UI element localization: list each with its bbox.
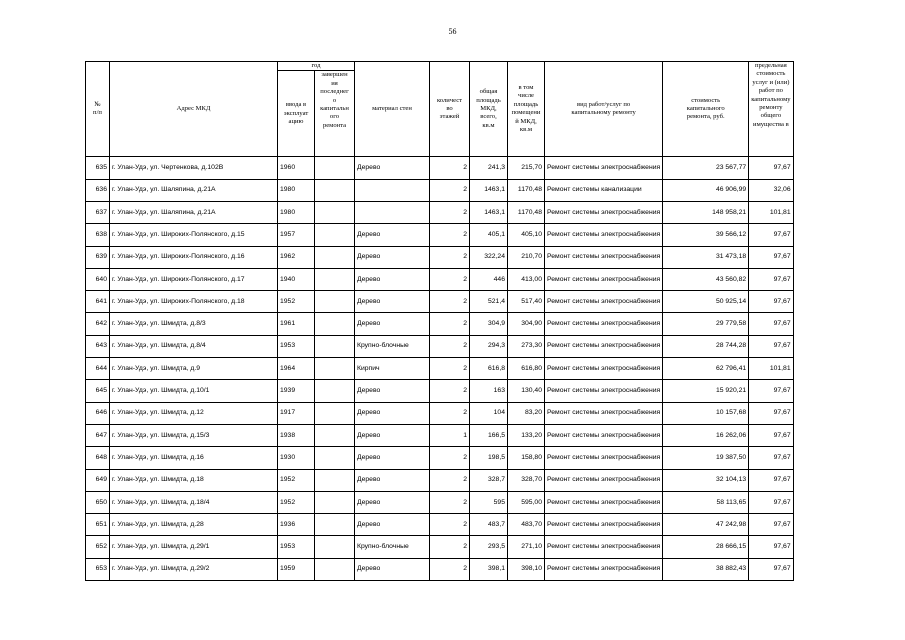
row-floors: 2 [430, 202, 470, 224]
row-year-last-repair [315, 313, 355, 335]
row-wall-material [355, 202, 430, 224]
row-cost: 16 262,06 [663, 424, 749, 446]
row-wall-material: Кирпич [355, 358, 430, 380]
row-year-commission: 1938 [278, 424, 315, 446]
table-row [86, 268, 794, 290]
row-total-area: 328,7 [470, 469, 508, 491]
table-row [86, 469, 794, 491]
row-number: 646 [86, 402, 110, 424]
row-wall-material: Дерево [355, 491, 430, 513]
header-floors: количест во этажей [430, 62, 470, 157]
header-premises-area: в том числе площадь помещени й МКД, кв.м [508, 62, 545, 157]
row-work-type: Ремонт системы электроснабжения [545, 224, 663, 246]
row-wall-material: Крупно-блочные [355, 335, 430, 357]
row-total-area: 166,5 [470, 424, 508, 446]
row-total-area: 446 [470, 268, 508, 290]
row-total-area: 293,5 [470, 536, 508, 558]
row-cost: 32 104,13 [663, 469, 749, 491]
row-year-commission: 1953 [278, 335, 315, 357]
row-total-area: 322,24 [470, 246, 508, 268]
row-number: 649 [86, 469, 110, 491]
row-work-type: Ремонт системы электроснабжения [545, 202, 663, 224]
row-total-area: 521,4 [470, 291, 508, 313]
row-work-type: Ремонт системы электроснабжения [545, 268, 663, 290]
row-number: 651 [86, 514, 110, 536]
row-floors: 2 [430, 313, 470, 335]
row-number: 650 [86, 491, 110, 513]
table-row [86, 424, 794, 446]
row-premises-area: 273,30 [508, 335, 545, 357]
row-premises-area: 413,00 [508, 268, 545, 290]
row-year-last-repair [315, 514, 355, 536]
row-number: 637 [86, 202, 110, 224]
row-year-last-repair [315, 447, 355, 469]
row-cost: 62 796,41 [663, 358, 749, 380]
row-cost: 38 882,43 [663, 558, 749, 580]
row-max-cost: 101,81 [749, 358, 793, 380]
row-year-commission: 1940 [278, 268, 315, 290]
row-premises-area: 517,40 [508, 291, 545, 313]
row-number: 641 [86, 291, 110, 313]
row-cost: 58 113,65 [663, 491, 749, 513]
table-row [86, 514, 794, 536]
row-floors: 2 [430, 179, 470, 201]
page-number: 56 [448, 27, 457, 36]
row-floors: 2 [430, 469, 470, 491]
table-row [86, 536, 794, 558]
row-floors: 1 [430, 424, 470, 446]
row-year-commission: 1980 [278, 179, 315, 201]
row-wall-material: Дерево [355, 380, 430, 402]
row-address: г. Улан-Удэ, ул. Шмидта, д.10/1 [110, 380, 278, 402]
row-total-area: 405,1 [470, 224, 508, 246]
table-row [86, 157, 794, 179]
row-year-commission: 1952 [278, 469, 315, 491]
row-max-cost: 97,67 [749, 469, 793, 491]
row-work-type: Ремонт системы электроснабжения [545, 491, 663, 513]
row-year-commission: 1939 [278, 380, 315, 402]
row-work-type: Ремонт системы электроснабжения [545, 469, 663, 491]
row-year-last-repair [315, 157, 355, 179]
row-total-area: 595 [470, 491, 508, 513]
row-cost: 19 387,50 [663, 447, 749, 469]
row-premises-area: 595,00 [508, 491, 545, 513]
table-row [86, 313, 794, 335]
row-wall-material: Дерево [355, 514, 430, 536]
row-work-type: Ремонт системы электроснабжения [545, 335, 663, 357]
row-cost: 43 560,82 [663, 268, 749, 290]
table-row [86, 224, 794, 246]
row-year-commission: 1962 [278, 246, 315, 268]
row-year-last-repair [315, 224, 355, 246]
row-number: 645 [86, 380, 110, 402]
row-work-type: Ремонт системы электроснабжения [545, 246, 663, 268]
row-work-type: Ремонт системы канализации [545, 179, 663, 201]
row-number: 647 [86, 424, 110, 446]
row-premises-area: 483,70 [508, 514, 545, 536]
row-max-cost: 97,67 [749, 558, 793, 580]
table-row [86, 380, 794, 402]
row-address: г. Улан-Удэ, ул. Шмидта, д.29/1 [110, 536, 278, 558]
row-max-cost: 97,67 [749, 536, 793, 558]
row-year-last-repair [315, 358, 355, 380]
row-premises-area: 130,40 [508, 380, 545, 402]
row-total-area: 198,5 [470, 447, 508, 469]
row-year-last-repair [315, 536, 355, 558]
row-year-last-repair [315, 202, 355, 224]
table-row [86, 291, 794, 313]
row-premises-area: 1170,48 [508, 179, 545, 201]
row-address: г. Улан-Удэ, ул. Широких-Полянского, д.17 [110, 268, 278, 290]
repair-register-table [85, 61, 794, 581]
table-body [86, 157, 794, 581]
row-max-cost: 97,67 [749, 291, 793, 313]
row-year-commission: 1952 [278, 291, 315, 313]
row-max-cost: 97,67 [749, 402, 793, 424]
row-floors: 2 [430, 491, 470, 513]
row-number: 638 [86, 224, 110, 246]
row-wall-material: Дерево [355, 291, 430, 313]
row-premises-area: 158,80 [508, 447, 545, 469]
row-premises-area: 398,10 [508, 558, 545, 580]
row-floors: 2 [430, 558, 470, 580]
row-total-area: 163 [470, 380, 508, 402]
row-number: 640 [86, 268, 110, 290]
row-wall-material [355, 179, 430, 201]
row-premises-area: 83,20 [508, 402, 545, 424]
row-premises-area: 133,20 [508, 424, 545, 446]
row-total-area: 616,8 [470, 358, 508, 380]
row-year-last-repair [315, 491, 355, 513]
row-address: г. Улан-Удэ, ул. Широких-Полянского, д.15 [110, 224, 278, 246]
row-cost: 28 666,15 [663, 536, 749, 558]
row-year-commission: 1952 [278, 491, 315, 513]
row-address: г. Улан-Удэ, ул. Шмидта, д.12 [110, 402, 278, 424]
header-num: № п/п [86, 62, 110, 157]
row-year-last-repair [315, 246, 355, 268]
row-year-commission: 1936 [278, 514, 315, 536]
row-work-type: Ремонт системы электроснабжения [545, 313, 663, 335]
row-floors: 2 [430, 157, 470, 179]
row-total-area: 304,9 [470, 313, 508, 335]
row-number: 653 [86, 558, 110, 580]
table-row [86, 447, 794, 469]
row-number: 642 [86, 313, 110, 335]
row-total-area: 483,7 [470, 514, 508, 536]
table-row [86, 491, 794, 513]
row-max-cost: 97,67 [749, 246, 793, 268]
row-max-cost: 97,67 [749, 268, 793, 290]
row-cost: 23 567,77 [663, 157, 749, 179]
row-wall-material: Дерево [355, 469, 430, 491]
row-address: г. Улан-Удэ, ул. Широких-Полянского, д.18 [110, 291, 278, 313]
row-work-type: Ремонт системы электроснабжения [545, 558, 663, 580]
row-floors: 2 [430, 536, 470, 558]
row-work-type: Ремонт системы электроснабжения [545, 402, 663, 424]
row-total-area: 104 [470, 402, 508, 424]
row-max-cost: 97,67 [749, 424, 793, 446]
row-work-type: Ремонт системы электроснабжения [545, 380, 663, 402]
table-row [86, 179, 794, 201]
row-premises-area: 1170,48 [508, 202, 545, 224]
row-address: г. Улан-Удэ, ул. Шмидта, д.8/4 [110, 335, 278, 357]
row-address: г. Улан-Удэ, ул. Широких-Полянского, д.16 [110, 246, 278, 268]
row-total-area: 241,3 [470, 157, 508, 179]
row-cost: 50 925,14 [663, 291, 749, 313]
row-cost: 15 920,21 [663, 380, 749, 402]
row-cost: 46 906,99 [663, 179, 749, 201]
row-premises-area: 616,80 [508, 358, 545, 380]
table-row [86, 558, 794, 580]
row-max-cost: 97,67 [749, 313, 793, 335]
row-number: 648 [86, 447, 110, 469]
row-year-commission: 1959 [278, 558, 315, 580]
row-cost: 31 473,18 [663, 246, 749, 268]
row-total-area: 398,1 [470, 558, 508, 580]
row-year-commission: 1980 [278, 202, 315, 224]
table-row [86, 202, 794, 224]
row-wall-material: Дерево [355, 447, 430, 469]
row-floors: 2 [430, 402, 470, 424]
row-cost: 39 566,12 [663, 224, 749, 246]
row-floors: 2 [430, 224, 470, 246]
row-year-commission: 1961 [278, 313, 315, 335]
row-year-commission: 1917 [278, 402, 315, 424]
row-year-commission: 1953 [278, 536, 315, 558]
row-year-last-repair [315, 179, 355, 201]
row-max-cost: 32,06 [749, 179, 793, 201]
row-max-cost: 101,81 [749, 202, 793, 224]
row-cost: 47 242,98 [663, 514, 749, 536]
row-work-type: Ремонт системы электроснабжения [545, 424, 663, 446]
header-wall-material: материал стен [355, 62, 430, 157]
row-wall-material: Дерево [355, 246, 430, 268]
row-floors: 2 [430, 358, 470, 380]
row-max-cost: 97,67 [749, 335, 793, 357]
row-premises-area: 328,70 [508, 469, 545, 491]
row-number: 636 [86, 179, 110, 201]
header-work-type: вид работ/услуг по капитальному ремонту [545, 62, 663, 157]
row-premises-area: 210,70 [508, 246, 545, 268]
row-work-type: Ремонт системы электроснабжения [545, 536, 663, 558]
row-year-last-repair [315, 380, 355, 402]
row-wall-material: Дерево [355, 402, 430, 424]
row-cost: 10 157,68 [663, 402, 749, 424]
row-year-commission: 1964 [278, 358, 315, 380]
row-number: 652 [86, 536, 110, 558]
row-max-cost: 97,67 [749, 157, 793, 179]
header-max-cost: предельная стоимость услуг и (или) работ по капитальному ремонту общего имущества в [749, 62, 793, 157]
row-address: г. Улан-Удэ, ул. Чертенкова, д.102В [110, 157, 278, 179]
row-address: г. Улан-Удэ, ул. Шмидта, д.16 [110, 447, 278, 469]
header-cost: стоимость капитального ремонта, руб. [663, 62, 749, 157]
row-max-cost: 97,67 [749, 447, 793, 469]
row-wall-material: Крупно-блочные [355, 536, 430, 558]
row-max-cost: 97,67 [749, 491, 793, 513]
row-wall-material: Дерево [355, 313, 430, 335]
row-address: г. Улан-Удэ, ул. Шмидта, д.18 [110, 469, 278, 491]
row-wall-material: Дерево [355, 268, 430, 290]
row-wall-material: Дерево [355, 424, 430, 446]
row-address: г. Улан-Удэ, ул. Шмидта, д.18/4 [110, 491, 278, 513]
row-total-area: 1463,1 [470, 202, 508, 224]
row-address: г. Улан-Удэ, ул. Шмидта, д.29/2 [110, 558, 278, 580]
row-premises-area: 271,10 [508, 536, 545, 558]
row-number: 643 [86, 335, 110, 357]
row-number: 635 [86, 157, 110, 179]
row-cost: 28 744,28 [663, 335, 749, 357]
row-address: г. Улан-Удэ, ул. Шмидта, д.8/3 [110, 313, 278, 335]
row-work-type: Ремонт системы электроснабжения [545, 157, 663, 179]
header-year-last-repair: завершен ия последнег о капитальн ого ремонта [315, 71, 355, 157]
row-year-last-repair [315, 469, 355, 491]
header-address: Адрес МКД [110, 62, 278, 157]
row-number: 639 [86, 246, 110, 268]
row-wall-material: Дерево [355, 558, 430, 580]
row-cost: 29 779,58 [663, 313, 749, 335]
row-floors: 2 [430, 291, 470, 313]
row-floors: 2 [430, 246, 470, 268]
row-wall-material: Дерево [355, 224, 430, 246]
table-row [86, 335, 794, 357]
row-floors: 2 [430, 380, 470, 402]
row-year-last-repair [315, 291, 355, 313]
row-address: г. Улан-Удэ, ул. Шмидта, д.28 [110, 514, 278, 536]
row-floors: 2 [430, 514, 470, 536]
row-floors: 2 [430, 268, 470, 290]
row-address: г. Улан-Удэ, ул. Шмидта, д.9 [110, 358, 278, 380]
row-premises-area: 215,70 [508, 157, 545, 179]
row-floors: 2 [430, 447, 470, 469]
table-header [86, 62, 794, 157]
row-work-type: Ремонт системы электроснабжения [545, 291, 663, 313]
table-row [86, 246, 794, 268]
row-premises-area: 304,90 [508, 313, 545, 335]
row-max-cost: 97,67 [749, 514, 793, 536]
row-address: г. Улан-Удэ, ул. Шаляпина, д.21А [110, 179, 278, 201]
row-address: г. Улан-Удэ, ул. Шмидта, д.15/3 [110, 424, 278, 446]
header-year-group: год [278, 62, 355, 71]
row-premises-area: 405,10 [508, 224, 545, 246]
row-work-type: Ремонт системы электроснабжения [545, 514, 663, 536]
row-wall-material: Дерево [355, 157, 430, 179]
header-year-commission: ввода в эксплуат ацию [278, 71, 315, 157]
row-max-cost: 97,67 [749, 380, 793, 402]
row-address: г. Улан-Удэ, ул. Шаляпина, д.21А [110, 202, 278, 224]
table-row [86, 402, 794, 424]
row-year-commission: 1957 [278, 224, 315, 246]
row-total-area: 294,3 [470, 335, 508, 357]
row-year-last-repair [315, 424, 355, 446]
row-year-last-repair [315, 558, 355, 580]
row-year-commission: 1960 [278, 157, 315, 179]
row-number: 644 [86, 358, 110, 380]
row-work-type: Ремонт системы электроснабжения [545, 447, 663, 469]
row-total-area: 1463,1 [470, 179, 508, 201]
row-work-type: Ремонт системы электроснабжения [545, 358, 663, 380]
row-cost: 148 958,21 [663, 202, 749, 224]
row-max-cost: 97,67 [749, 224, 793, 246]
row-year-last-repair [315, 268, 355, 290]
row-year-commission: 1930 [278, 447, 315, 469]
row-year-last-repair [315, 335, 355, 357]
table-row [86, 358, 794, 380]
row-floors: 2 [430, 335, 470, 357]
header-total-area: общая площадь МКД, всего, кв.м [470, 62, 508, 157]
row-year-last-repair [315, 402, 355, 424]
